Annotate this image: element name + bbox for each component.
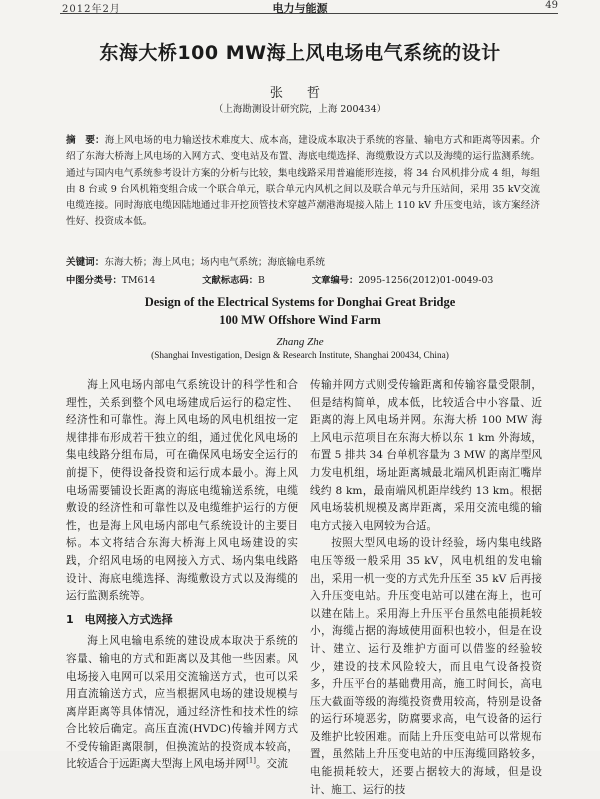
abstract-label: 摘 要： <box>66 135 105 146</box>
abstract-text: 海上风电场的电力输送技术难度大、成本高，建设成本取决于系统的容量、输电方式和距离等因素。介绍了东海大桥海上风电场的入网方式、变电站及布置、海底电缆选择、海缆敷设方式以及海缆的运行监测系统。通过与国内电气系统参考设计方案的分析与比较，集电线路采用普遍能形连接，将 34 台风机排分成 4 组，每组由 8 台或 9 台风机箱变组合成一个联合单元，联合单元内风机之间以及联合单元与升压站间，采用 35 kV交流电缆连接。同时海底电缆因陆地通过非开挖顶管技术穿越芦潮港海堤接入陆上 110 kV 升压变电站，该方案经济性好、投资成本低。 <box>66 135 541 228</box>
page-number: 49 <box>545 0 558 11</box>
classification-codes <box>66 273 540 288</box>
keywords-label: 关键词： <box>66 257 105 268</box>
body-column-right <box>310 377 542 799</box>
journal-name: 电力与能源 <box>272 2 328 15</box>
title-en-line-2: 100 MW Offshore Wind Farm <box>219 313 381 327</box>
article-title-en <box>60 293 540 329</box>
affiliation-cn: （上海勘测设计研究院，上海 200434） <box>213 104 387 115</box>
header-rule <box>60 13 558 14</box>
body-column-left <box>66 377 298 774</box>
section-1-heading: 1 电网接入方式选择 <box>66 612 173 626</box>
document-code: 文献标志码：B <box>202 275 265 286</box>
issue-date: 2012年2月 <box>62 4 121 15</box>
substation-paragraph: 按照大型风电场的设计经验，场内集电线路电压等级一般采用 35 kV，风电机组的发电输出，采用一机一变的方式先升压至 35 kV 后再接入升压变电站。升压变电站可以建在海上，也可以建在陆上。采用海上升压平台虽然电能损耗较小，海缆占据的海域使用面积也较小，但是在设计、建立、运行及维护方面可以借鉴的经验较少，建设的技术风险较大，而且电气设备投资多，升压平台的基础费用高，施工时间长，高电压大截面等级的海缆投资费用较高，特别是设备的运行环境恶劣，防腐要求高，电气设备的运行及维护比较困难。而陆上升压变电站可以常规布置，虽然陆上升压变电站的中压海缆回路较多，电能损耗较大，还要占据较大的海域，但是设计、施工、运行的技 <box>310 537 542 796</box>
affiliation-en: (Shanghai Investigation, Design & Research Institute, Shanghai 200434, China) <box>151 351 449 361</box>
title-en-line-1: Design of the Electrical Systems for Donghai Great Bridge <box>144 295 456 309</box>
citation-1[interactable]: [1] <box>246 756 257 765</box>
keywords-text: 东海大桥；海上风电；场内电气系统；海底输电系统 <box>104 257 326 268</box>
clc-code: 中图分类号：TM614 <box>66 275 156 286</box>
section-1-paragraph: 海上风电输电系统的建设成本取决于系统的容量、输电的方式和距离以及其他一些因素。风电场接入电网可以采用交流输送方式，也可以采用直流输送方式，应当根据风电场的建设规模与离岸距离等具体情况，通过经济性和技术性的综合比较后确定。高压直流(HVDC)传输并网方式不受传输距离限制，但换流站的投资成本较高，比较适合于远距离大型海上风电场并网[1]。交流 <box>66 635 298 771</box>
continued-paragraph: 传输并网方式则受传输距离和传输容量受限制，但是结构简单，成本低，比较适合中小容量、近距离的海上风电场并网。东海大桥 100 MW 海上风电示范项目在东海大桥以东 1 km 外海域，布置 5 排共 34 台单机容量为 3 MW 的离岸型风力发电机组，场址距离城最北端风机距南汇嘴岸线约 8 km，最南端风机距岸线约 13 km。根据风电场装机规模及离岸距离，采用交流电缆的输电方式接入电网较为合适。 <box>310 379 542 532</box>
abstract-cn <box>66 133 540 231</box>
article-title-cn: 东海大桥100 MW海上风电场电气系统的设计 <box>99 42 501 64</box>
author-en: Zhang Zhe <box>276 336 324 348</box>
intro-paragraph: 海上风电场内部电气系统设计的科学性和合理性，关系到整个风电场建成后运行的稳定性、经济性和可靠性。海上风电场的风电机组按一定规律排布形成若干独立的组，通过优化风电场的集电线路分组布局，可在确保风电场安全运行的前提下，使得设备投资和运行成本最小。海上风电场需要铺设长距离的海底电缆输送系统，电缆敷设的经济性和可靠性以及电缆维护运行的方便性，也是海上风电场内部电气系统设计的主要目标。本文将结合东海大桥海上风电场建设的实践，介绍风电场的电网接入方式、场内集电线路设计、海底电缆选择、海缆敷设方式以及海缆的运行监测系统等。 <box>66 379 298 603</box>
author-cn: 张 哲 <box>269 86 331 101</box>
running-header <box>0 0 600 14</box>
keywords-cn <box>66 255 540 270</box>
article-number: 文章编号：2095-1256(2012)01-0049-03 <box>311 275 494 286</box>
